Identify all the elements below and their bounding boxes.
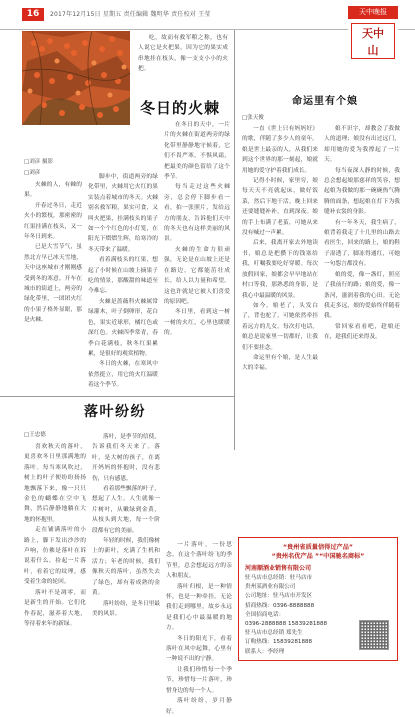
paragraph: 后来，我离开家去外地读书，娘总是把攒下的钱塞给我，叮嘱我要吃好穿暖。每次放假回家，娘都会早早地站在村口等我，那熟悉的身影，是我心中最温暖的风景。 — [242, 240, 318, 299]
article3-column-3 — [166, 540, 232, 715]
ad-slogan-2: “贵州名优产品 ”“中国驰名商标” — [271, 553, 365, 560]
ad-line: 招商热线：0396-8888888 — [245, 602, 315, 609]
paragraph: 吃，故而有救军粮之称，也有人说它是火把果，因为它的果实成串地挂在枝头，像一支支小小的火把。 — [138, 35, 228, 73]
paragraph: 火棘的生命力很顽强，无论是在山坡上还是在路边，它都能茁壮成长，给人以力量和希望。这也许就是它被人们喜爱的原因吧。 — [164, 246, 230, 305]
article3-byline: □王忠德 — [24, 432, 46, 438]
paragraph: 喜欢秋天的落叶，更喜欢冬日里那满地的落叶。每当寒风吹过，树上的叶子便纷纷扬扬地飘落下来，像一只只金色的蝴蝶在空中飞舞，然后静静地躺在大地的怀抱里。 — [24, 444, 86, 523]
ad-line: 订购热线：15839281888 — [245, 639, 313, 646]
paragraph: 火棘是蔷薇科火棘属常绿灌木，叶子倒卵形，花白色，果实近球形，橘红色或深红色。火棘四季常青，春季白花满枝，秋冬红果累累，是很好的观赏植物。 — [88, 298, 158, 357]
ad-line: 贵州某酒业有限公司 — [245, 584, 296, 591]
paragraph: 记得小时候，家里穷，娘每天天不亮就起床，做好饭菜，然后下地干活。晚上回来还要缝缝补补，直到深夜。娘的手上布满了老茧，可她从来没有喊过一声累。 — [242, 178, 318, 237]
paragraph: 娘的爱，像一盏灯，照亮了我前行的路；娘的爱，像一条河，滋润着我的心田。无论我走多远，娘的爱始终伴随着我。 — [324, 271, 400, 320]
paragraph: 娘不识字，却教会了我做人的道理；娘没有出过远门，却用她的爱为我撑起了一片天。 — [324, 126, 400, 164]
paragraph: 冬日的火棘，在寒风中依然挺立，用它的火红温暖着这个季节。 — [88, 361, 158, 389]
paragraph: 命运里有个娘，是人生最大的幸福。 — [242, 354, 318, 372]
article2-byline: □张天俊 — [242, 115, 264, 121]
column-name — [351, 23, 395, 59]
article1-column-3 — [164, 120, 230, 394]
article1-title: 冬日的火棘 — [139, 99, 220, 117]
paragraph: 落叶纷纷，是冬日里最美的风景。 — [92, 600, 160, 617]
paragraph: 落叶归根，是一种情怀，也是一种牵挂。无论我们走到哪里，故乡永远是我们心中最温暖的地方。 — [166, 583, 232, 632]
article3-title: 落叶纷纷 — [84, 404, 146, 420]
article2-title: 命运里有个娘 — [292, 96, 358, 107]
paragraph: 冬日的阳光下，看着落叶在风中起舞，心里有一种说不出的宁静。 — [166, 635, 232, 663]
firethorn-photo — [22, 31, 130, 125]
ad-line: 0396-2888888 15839281888 — [245, 621, 328, 628]
column-divider — [234, 30, 235, 450]
paragraph: 脚步中，街道两旁的绿化带里，火棘用它火红的果实装点着城市的冬天。火棘别名救军粮，果实可食，又叫火把果，挂满枝头的果子如一个个红色的小灯笼，在阳光下熠熠生辉，给寒冷的冬天带来了温暖。 — [88, 174, 158, 253]
paragraph: 年轻的时候，我们像树上的新叶，充满了生机和活力；年老的时候，我们像秋天的落叶，虽然失去了绿色，却有着成熟的金黄。 — [92, 538, 160, 597]
ad-line: 联系人：李经理 — [245, 648, 285, 655]
column-name-line2: 山 — [367, 44, 379, 57]
page-number: 16 — [22, 8, 44, 21]
ad-line: 公司地址：驻马店市开发区 — [245, 593, 313, 600]
paragraph: 每当走过这些火棘旁，总会停下脚步看一看，拍一张照片，发给远方的朋友，告诉他们天中的冬天也有这样美丽的风景。 — [164, 184, 230, 243]
paragraph: 落叶纷纷，岁月静好。 — [166, 698, 232, 715]
paragraph: 一片落叶，一份思念。在这个落叶纷飞的季节里，总会想起远方的亲人和朋友。 — [166, 542, 232, 580]
article1-column-2 — [88, 172, 158, 394]
article2-column-1 — [242, 124, 318, 532]
article3-column-1 — [24, 442, 86, 664]
advertisement-box — [238, 537, 398, 661]
paragraph: 看着那些飘落的叶子，想起了人生。人生就像一片树叶，从嫩绿到金黄，从枝头到大地，每一个阶段都有它的美丽。 — [92, 486, 160, 534]
paragraph: 常回家看看吧，趁娘还在，趁我们还来得及。 — [324, 323, 400, 341]
ad-company: 河南顺酒业销售有限公司 — [245, 565, 312, 572]
qr-code-icon — [359, 620, 389, 650]
paragraph: 让我们珍惜每一个季节，珍惜每一片落叶，珍惜身边的每一个人。 — [166, 666, 232, 694]
article1-byline: □刘彦 — [24, 170, 41, 176]
column-name-line1: 天中 — [362, 27, 384, 40]
paragraph: 落叶不是凋零，而是新生的开始。它们化作春泥，滋养着大地，等待着来年的新绿。 — [24, 589, 86, 627]
photo-caption: □刘彦 摄影 — [24, 159, 53, 165]
paragraph: 火棘的人，有棘的果。 — [24, 182, 82, 199]
header-info: 2017年12月15日 星期五 责任编辑 魏明华 责任校对 王莹 — [50, 11, 211, 18]
article3-column-2 — [92, 432, 160, 664]
column-name-box — [348, 6, 398, 64]
paragraph: 走在铺满落叶的小路上，脚下发出沙沙的声响，仿佛是落叶在诉说着什么。捡起一片落叶，看着它的纹理，感受着生命的轮回。 — [24, 527, 86, 586]
paragraph: 冬日里，看到这一树一树的火红，心里也暖暖的。 — [164, 309, 230, 337]
paragraph: 有一年冬天，我生病了，娘背着我走了十几里的山路去看医生，回来的路上，娘的鞋子湿透了，脚冻得通红，可她一句怨言都没有。 — [324, 219, 400, 268]
paragraph: 落叶，是季节的信使，告诉我们冬天来了。落叶，是大树的孩子，在离开妈妈的怀抱时，没有悲伤，只有感恩。 — [92, 434, 160, 482]
firethorn-photo-image — [22, 31, 130, 125]
paragraph: 开春过冬日，走近火小的繁枝，那密密的红果挂满在枝头，又一年冬日到来。 — [24, 202, 82, 241]
article2-column-2 — [324, 124, 400, 532]
paragraph: 已是大雪节气，虽然北方早已冰天雪地，天中这座城市才刚刚感受到冬的寒意。开车在城市的街道上，两旁的绿化带里，一团团火红的小果子格外显眼，那是火棘。 — [24, 244, 82, 324]
ad-line: 驻马店市总经销 郑先生 — [245, 630, 303, 637]
paragraph: 如今，娘老了，头发白了，背也驼了，可她依然牵挂着远方的儿女。每次打电话，娘总是说家里一切都好，让我们不要挂念。 — [242, 302, 318, 351]
ad-line: 驻马店市总经销：驻马店市 — [245, 575, 313, 581]
paragraph: 一直《世上只有妈妈好》的歌，伴随了多少人的童年。娘是世上最亲的人，从我们来到这个世界的那一刻起，娘就用她的爱守护着我们成长。 — [242, 126, 318, 174]
paragraph: 看着满枝头的红果，想起了小时候在山坡上摘果子吃的情景，那酸甜的味道至今难忘。 — [88, 257, 158, 295]
ad-slogan-1: “贵州省质量信得过产品” — [282, 544, 353, 551]
paragraph: 每当夜深人静的时候，我总会想起娘那慈祥的笑容，想起娘为我做的那一碗碗热气腾腾的面条，想起娘在灯下为我缝补衣裳的身影。 — [324, 167, 400, 216]
ad-line: 全国招商电话： — [245, 611, 285, 618]
section-divider — [0, 396, 234, 397]
paragraph: 在冬日的天中，一片片的火棘在街道两旁的绿化带里静静地守候着，它们不畏严寒，不惧风霜，把最美的颜色留给了这个季节。 — [164, 122, 230, 181]
article1-column-3-top — [138, 33, 228, 93]
column-tag: 天中晚报 — [348, 6, 398, 19]
article1-column-1 — [24, 180, 82, 394]
